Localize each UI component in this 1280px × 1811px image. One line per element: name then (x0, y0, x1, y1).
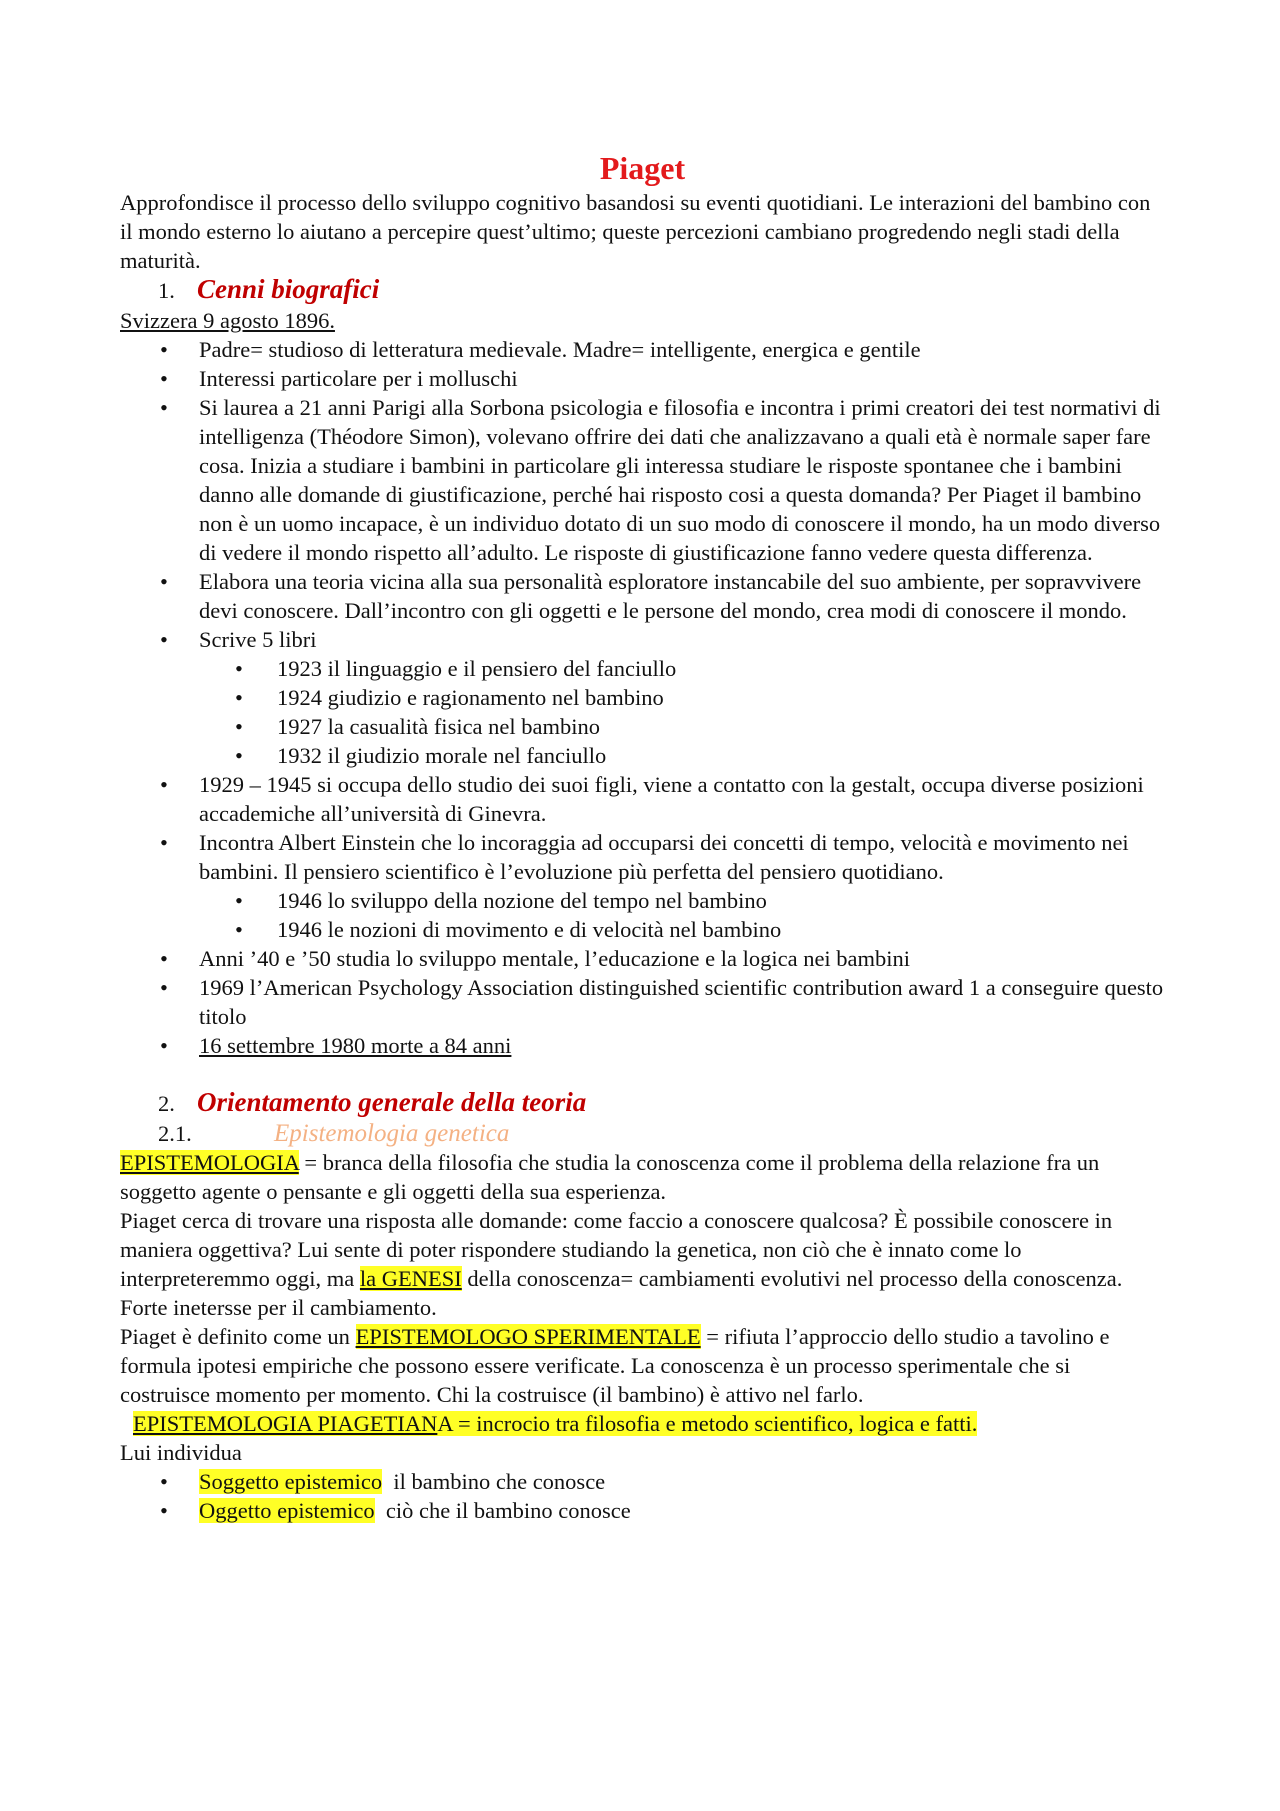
section-1-heading (158, 275, 1165, 306)
bio-list-a (120, 335, 1165, 654)
intro-paragraph: Approfondisce il processo dello sviluppo cognitivo basandosi su eventi quotidiani. Le interazioni del bambino con il mondo esterno lo aiutano a percepire quest’ultimo; queste percezioni cambiano progredendo negli stadi della maturità. (120, 190, 1151, 273)
sperimentale-paragraph (120, 1322, 1165, 1409)
list-item: • Anni ’40 e ’50 studia lo sviluppo mentale, l’educazione e la logica nei bambini (120, 944, 1165, 973)
highlighted-term: EPISTEMOLOGIA (120, 1150, 299, 1175)
list-item (120, 1031, 1165, 1060)
document-page (120, 148, 1165, 1525)
paragraph-text: della conoscenza= cambiamenti evolutivi nel processo della conoscenza. Forte inetersse per il cambiamento. (120, 1266, 1123, 1320)
item-text: il bambino che conosce (382, 1469, 606, 1494)
section-1-title: Cenni biografici (197, 274, 380, 304)
section-2-number: 2. (158, 1091, 175, 1116)
highlighted-term: Oggetto epistemico (199, 1498, 375, 1523)
list-item: • 1946 lo sviluppo della nozione del tempo nel bambino (120, 886, 1165, 915)
section-2-title: Orientamento generale della teoria (197, 1087, 587, 1117)
highlighted-term: Soggetto epistemico (199, 1469, 383, 1494)
list-item: • 1927 la casualità fisica nel bambino (120, 712, 1165, 741)
list-item (120, 1496, 1165, 1525)
list-item: • 1923 il linguaggio e il pensiero del fanciullo (120, 654, 1165, 683)
list-item: • Padre= studioso di letteratura medievale. Madre= intelligente, energica e gentile (120, 335, 1165, 364)
paragraph-text: A = incrocio tra filosofia e metodo scientifico, logica e fatti. (437, 1411, 978, 1436)
list-item: • 1929 – 1945 si occupa dello studio dei suoi figli, viene a contatto con la gestalt, occupa diverse posizioni accademiche all’università di Ginevra. (120, 770, 1165, 828)
list-item (120, 1467, 1165, 1496)
list-item: • 1946 le nozioni di movimento e di velocità nel bambino (120, 915, 1165, 944)
epistemic-list (120, 1467, 1165, 1525)
piagetiana-paragraph (120, 1409, 1165, 1438)
highlighted-term: EPISTEMOLOGIA PIAGETIAN (133, 1411, 438, 1436)
paragraph-text: = branca della filosofia che studia la conoscenza come il problema della relazione fra un soggetto agente o pensante e gli oggetti della sua esperienza. (120, 1150, 1100, 1204)
death-line: 16 settembre 1980 morte a 84 anni (199, 1033, 512, 1058)
books-list (120, 654, 1165, 770)
highlighted-term: EPISTEMOLOGO SPERIMENTALE (355, 1324, 701, 1349)
highlighted-term: la GENESI (359, 1266, 462, 1291)
list-item: • 1932 il giudizio morale nel fanciullo (120, 741, 1165, 770)
bio-list-b (120, 770, 1165, 886)
epistemologia-paragraph (120, 1148, 1165, 1206)
list-item: • 1969 l’American Psychology Association distinguished scientific contribution award 1 a conseguire questo titolo (120, 973, 1165, 1031)
paragraph-text: Piaget è definito come un (120, 1324, 356, 1349)
list-item: • Incontra Albert Einstein che lo incoraggia ad occuparsi dei concetti di tempo, velocità e movimento nei bambini. Il pensiero scientifico è l’evoluzione più perfetta del pensiero quotidiano. (120, 828, 1165, 886)
lui-individua-line: Lui individua (120, 1440, 242, 1465)
list-item: • Scrive 5 libri (120, 625, 1165, 654)
list-item: • Elabora una teoria vicina alla sua personalità esploratore instancabile del suo ambiente, per sopravvivere devi conoscere. Dall’incontro con gli oggetti e le persone del mondo, crea modi di conoscere il mondo. (120, 567, 1165, 625)
list-item: • Si laurea a 21 anni Parigi alla Sorbona psicologia e filosofia e incontra i primi creatori dei test normativi di intelligenza (Théodore Simon), volevano offrire dei dati che analizzavano a quali età è normale saper fare cosa. Inizia a studiare i bambini in particolare gli interessa studiare le risposte spontanee che i bambini danno alle domande di giustificazione, perché hai risposto cosi a questa domanda? Per Piaget il bambino non è un uomo incapace, è un individuo dotato di un suo modo di conoscere il mondo, ha un modo diverso di vedere il mondo rispetto all’adulto. Le risposte di giustificazione fanno vedere questa differenza. (120, 393, 1165, 567)
document-title: Piaget (599, 150, 686, 186)
list-item: • Interessi particolare per i molluschi (120, 364, 1165, 393)
paragraph-text: = rifiuta l’approccio dello studio a tavolino e formula ipotesi empiriche che possono essere verificate. La conoscenza è un processo sperimentale che si costruisce momento per momento. Chi la costruisce (il bambino) è attivo nel farlo. (120, 1324, 1110, 1407)
bio-list-c (120, 944, 1165, 1060)
section-2-heading (158, 1088, 1165, 1119)
subsection-2-1-title: Epistemologia genetica (274, 1120, 510, 1147)
genesi-paragraph (120, 1206, 1165, 1322)
subsection-2-1-number: 2.1. (158, 1121, 192, 1146)
subsection-2-1-heading (158, 1119, 1165, 1148)
paragraph-text: Piaget cerca di trovare una risposta alle domande: come faccio a conoscere qualcosa? È possibile conoscere in maniera oggettiva? Lui sente di poter rispondere studiando la genetica, non ciò che è innato come lo interpreteremmo oggi, ma (120, 1208, 1113, 1291)
item-text: ciò che il bambino conosce (374, 1498, 631, 1523)
section-1-number: 1. (158, 278, 175, 303)
books-list-b (120, 886, 1165, 944)
birth-line: Svizzera 9 agosto 1896. (120, 308, 335, 333)
list-item: • 1924 giudizio e ragionamento nel bambino (120, 683, 1165, 712)
